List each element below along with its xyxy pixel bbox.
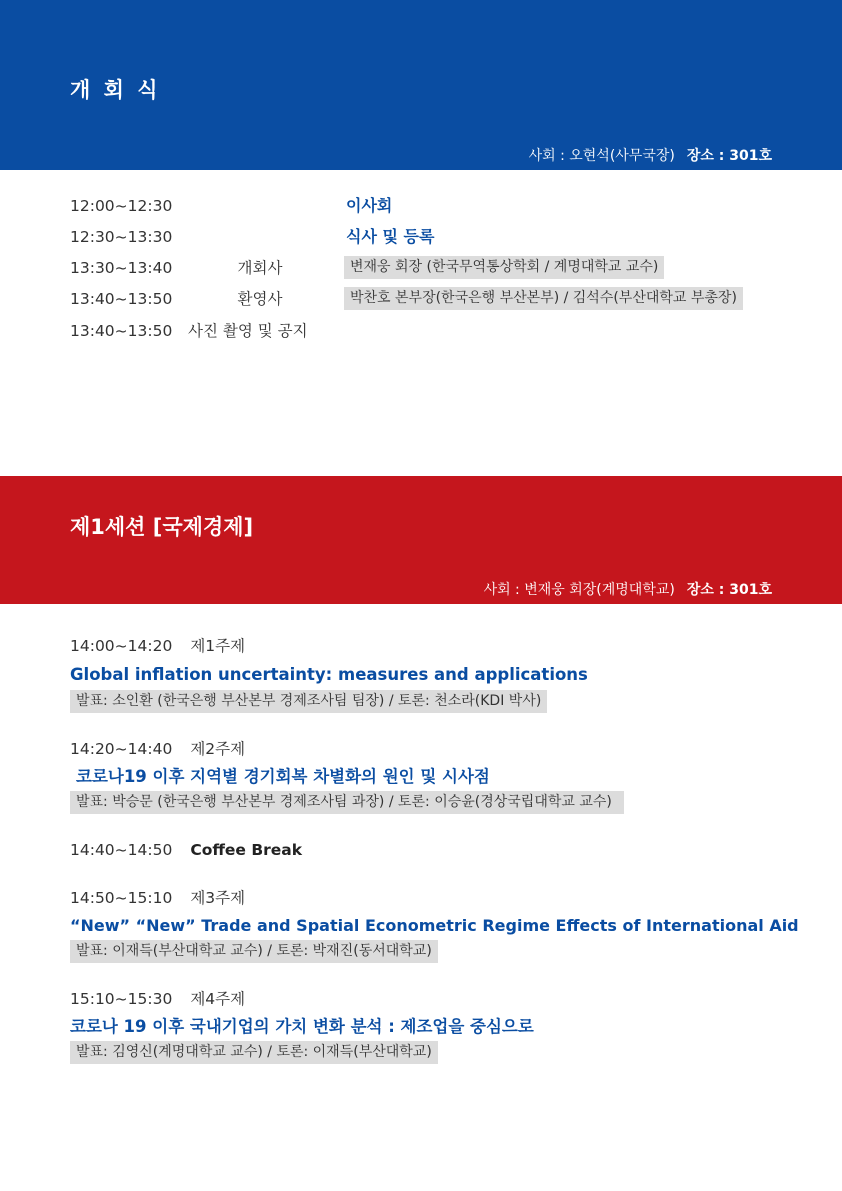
topic-time: 14:00~14:20 [70, 637, 173, 655]
topic-presenters: 발표: 이재득(부산대학교 교수) / 토론: 박재진(동서대학교) [70, 940, 438, 963]
break-time: 14:40~14:50 [70, 841, 173, 859]
topic-time: 14:20~14:40 [70, 740, 173, 758]
topic-label: 제3주제 [190, 889, 246, 907]
topic-title: Global inflation uncertainty: measures and applications [70, 665, 588, 684]
session1-header-band [0, 476, 842, 604]
opening-role: 사진 촬영 및 공지 [188, 322, 308, 340]
topic-label: 제1주제 [190, 637, 246, 655]
topic-label: 제2주제 [190, 740, 246, 758]
topic-title: 코로나 19 이후 국내기업의 가치 변화 분석 : 제조업을 중심으로 [70, 1017, 534, 1036]
opening-time: 13:40~13:50 [70, 290, 173, 308]
opening-speaker: 변재웅 회장 (한국무역통상학회 / 계명대학교 교수) [344, 256, 664, 279]
topic-time: 14:50~15:10 [70, 889, 173, 907]
opening-time: 12:30~13:30 [70, 228, 173, 246]
opening-event: 이사회 [346, 196, 393, 215]
opening-time: 12:00~12:30 [70, 197, 173, 215]
topic-header [70, 635, 245, 657]
topic-title: 코로나19 이후 지역별 경기회복 차별화의 원인 및 시사점 [76, 767, 490, 786]
opening-speaker: 박찬호 본부장(한국은행 부산본부) / 김석수(부산대학교 부총장) [344, 287, 743, 310]
session1-title: 제1세션 [국제경제] [70, 515, 254, 539]
topic-presenters: 발표: 김영신(계명대학교 교수) / 토론: 이재득(부산대학교) [70, 1041, 438, 1064]
topic-title: “New” “New” Trade and Spatial Econometric Regime Effects of International Aid [70, 916, 799, 935]
topic-header [70, 887, 245, 909]
opening-time: 13:40~13:50 [70, 322, 173, 340]
coffee-break-row [70, 839, 302, 861]
opening-header-band [0, 0, 842, 170]
opening-event: 식사 및 등록 [346, 227, 435, 246]
opening-time: 13:30~13:40 [70, 259, 173, 277]
opening-host-venue [529, 145, 772, 165]
topic-header [70, 738, 245, 760]
opening-title: 개 회 식 [70, 78, 161, 102]
topic-presenters: 발표: 소인환 (한국은행 부산본부 경제조사팀 팀장) / 토론: 천소라(KDI 박사) [70, 690, 547, 713]
session1-venue: 장소 : 301호 [686, 582, 772, 598]
opening-host: 사회 : 오현석(사무국장) [528, 148, 675, 164]
topic-header [70, 988, 245, 1010]
session1-host: 사회 : 변재웅 회장(계명대학교) [483, 582, 675, 598]
topic-time: 15:10~15:30 [70, 990, 173, 1008]
topic-label: 제4주제 [190, 990, 246, 1008]
session1-host-venue [484, 579, 772, 599]
coffee-break-label: Coffee Break [190, 841, 303, 859]
opening-role: 환영사 [237, 290, 283, 308]
opening-role: 개회사 [237, 259, 283, 277]
topic-presenters: 발표: 박승문 (한국은행 부산본부 경제조사팀 과장) / 토론: 이승윤(경상국립대학교 교수) [70, 791, 624, 814]
opening-venue: 장소 : 301호 [686, 148, 772, 164]
